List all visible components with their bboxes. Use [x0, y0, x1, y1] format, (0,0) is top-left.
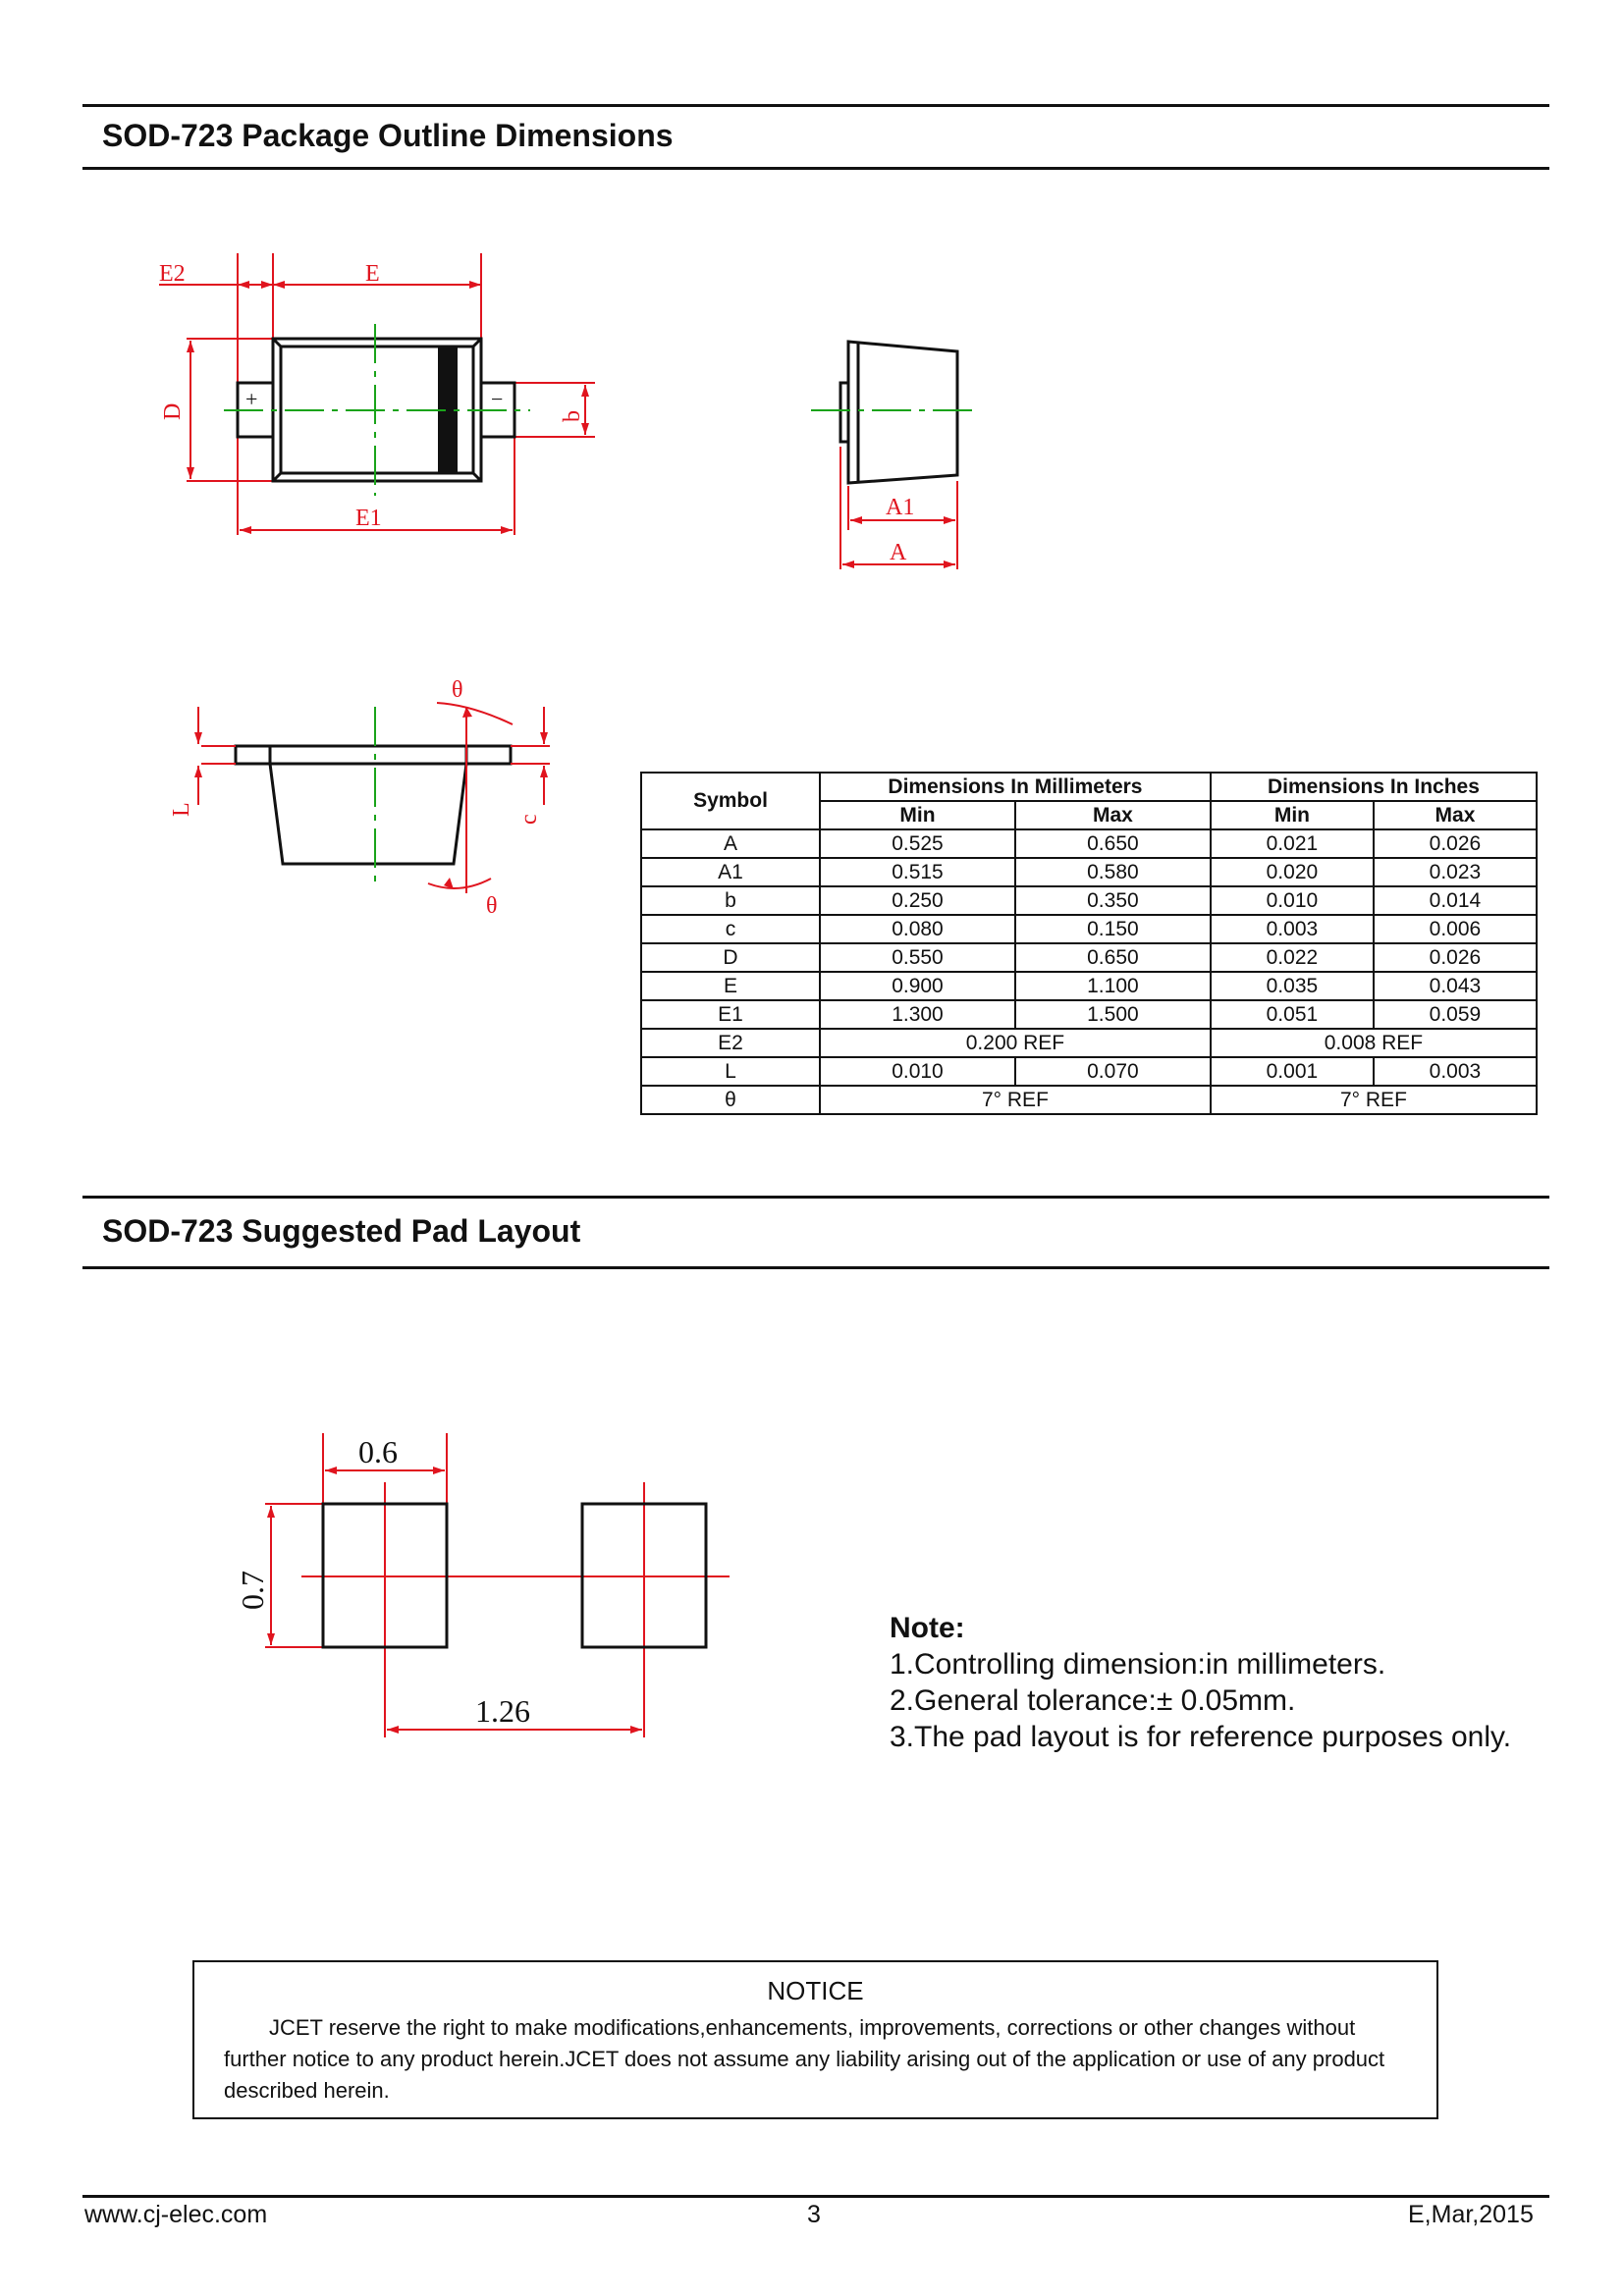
table-row: E2 0.200 REF 0.008 REF — [641, 1029, 1537, 1057]
top-rule — [82, 104, 1549, 107]
table-row: A 0.525 0.650 0.021 0.026 — [641, 829, 1537, 858]
label-theta-bottom: θ — [486, 893, 498, 919]
label-A: A — [890, 540, 907, 565]
table-row: c 0.080 0.150 0.003 0.006 — [641, 915, 1537, 943]
note-item: 2.General tolerance:± 0.05mm. — [890, 1684, 1296, 1717]
label-D: D — [160, 402, 186, 420]
table-row: θ 7° REF 7° REF — [641, 1086, 1537, 1114]
footer-rule — [82, 2195, 1549, 2198]
anode-plus: + — [245, 387, 258, 411]
outline-section-title: SOD-723 Package Outline Dimensions — [102, 118, 674, 153]
pad-section-title: SOD-723 Suggested Pad Layout — [102, 1213, 581, 1249]
label-pad-width: 0.6 — [358, 1434, 398, 1469]
table-row: L 0.010 0.070 0.001 0.003 — [641, 1057, 1537, 1086]
header-mm: Dimensions In Millimeters — [820, 773, 1211, 801]
table-row: E1 1.300 1.500 0.051 0.059 — [641, 1000, 1537, 1029]
note-item: 1.Controlling dimension:in millimeters. — [890, 1648, 1386, 1681]
label-pad-height: 0.7 — [235, 1571, 270, 1610]
footer-website: www.cj-elec.com — [84, 2201, 268, 2228]
pad-layout-drawing — [226, 1423, 746, 1747]
notice-body: JCET reserve the right to make modifications,enhancements, improvements, corrections or other changes without further notice to any product herein.JCET does not assume any liability arising out of the application or use of any product described herein. — [224, 2015, 1385, 2103]
pad-section-rule-top — [82, 1196, 1549, 1199]
outline-title-rule — [82, 167, 1549, 170]
table-row: b 0.250 0.350 0.010 0.014 — [641, 886, 1537, 915]
note-title: Note: — [890, 1612, 965, 1644]
table-row: A1 0.515 0.580 0.020 0.023 — [641, 858, 1537, 886]
label-b: b — [560, 410, 585, 422]
header-in-max: Max — [1374, 801, 1537, 829]
table-row: E 0.900 1.100 0.035 0.043 — [641, 972, 1537, 1000]
label-c: c — [516, 814, 542, 825]
label-pad-pitch: 1.26 — [475, 1693, 530, 1729]
top-view-drawing — [147, 245, 609, 540]
note-item: 3.The pad layout is for reference purposes only. — [890, 1721, 1512, 1753]
label-E2: E2 — [159, 261, 186, 287]
label-E1: E1 — [355, 506, 382, 531]
side-view-drawing — [805, 324, 1001, 579]
footer-page-number: 3 — [807, 2201, 821, 2228]
header-mm-max: Max — [1015, 801, 1211, 829]
dimensions-table — [640, 772, 1538, 1115]
label-theta-top: θ — [452, 677, 463, 703]
notice-title: NOTICE — [767, 1976, 864, 2005]
header-in-min: Min — [1211, 801, 1374, 829]
pad-section-rule-bottom — [82, 1266, 1549, 1269]
table-row: D 0.550 0.650 0.022 0.026 — [641, 943, 1537, 972]
front-view-drawing — [147, 667, 589, 923]
note-block — [890, 1610, 1511, 1755]
label-A1: A1 — [886, 495, 915, 520]
footer-revision: E,Mar,2015 — [1408, 2201, 1534, 2228]
label-L: L — [169, 802, 194, 817]
header-symbol: Symbol — [641, 773, 820, 829]
header-mm-min: Min — [820, 801, 1015, 829]
header-inch: Dimensions In Inches — [1211, 773, 1537, 801]
notice-box — [192, 1960, 1438, 2119]
cathode-minus: − — [491, 387, 504, 411]
label-E: E — [365, 261, 380, 287]
